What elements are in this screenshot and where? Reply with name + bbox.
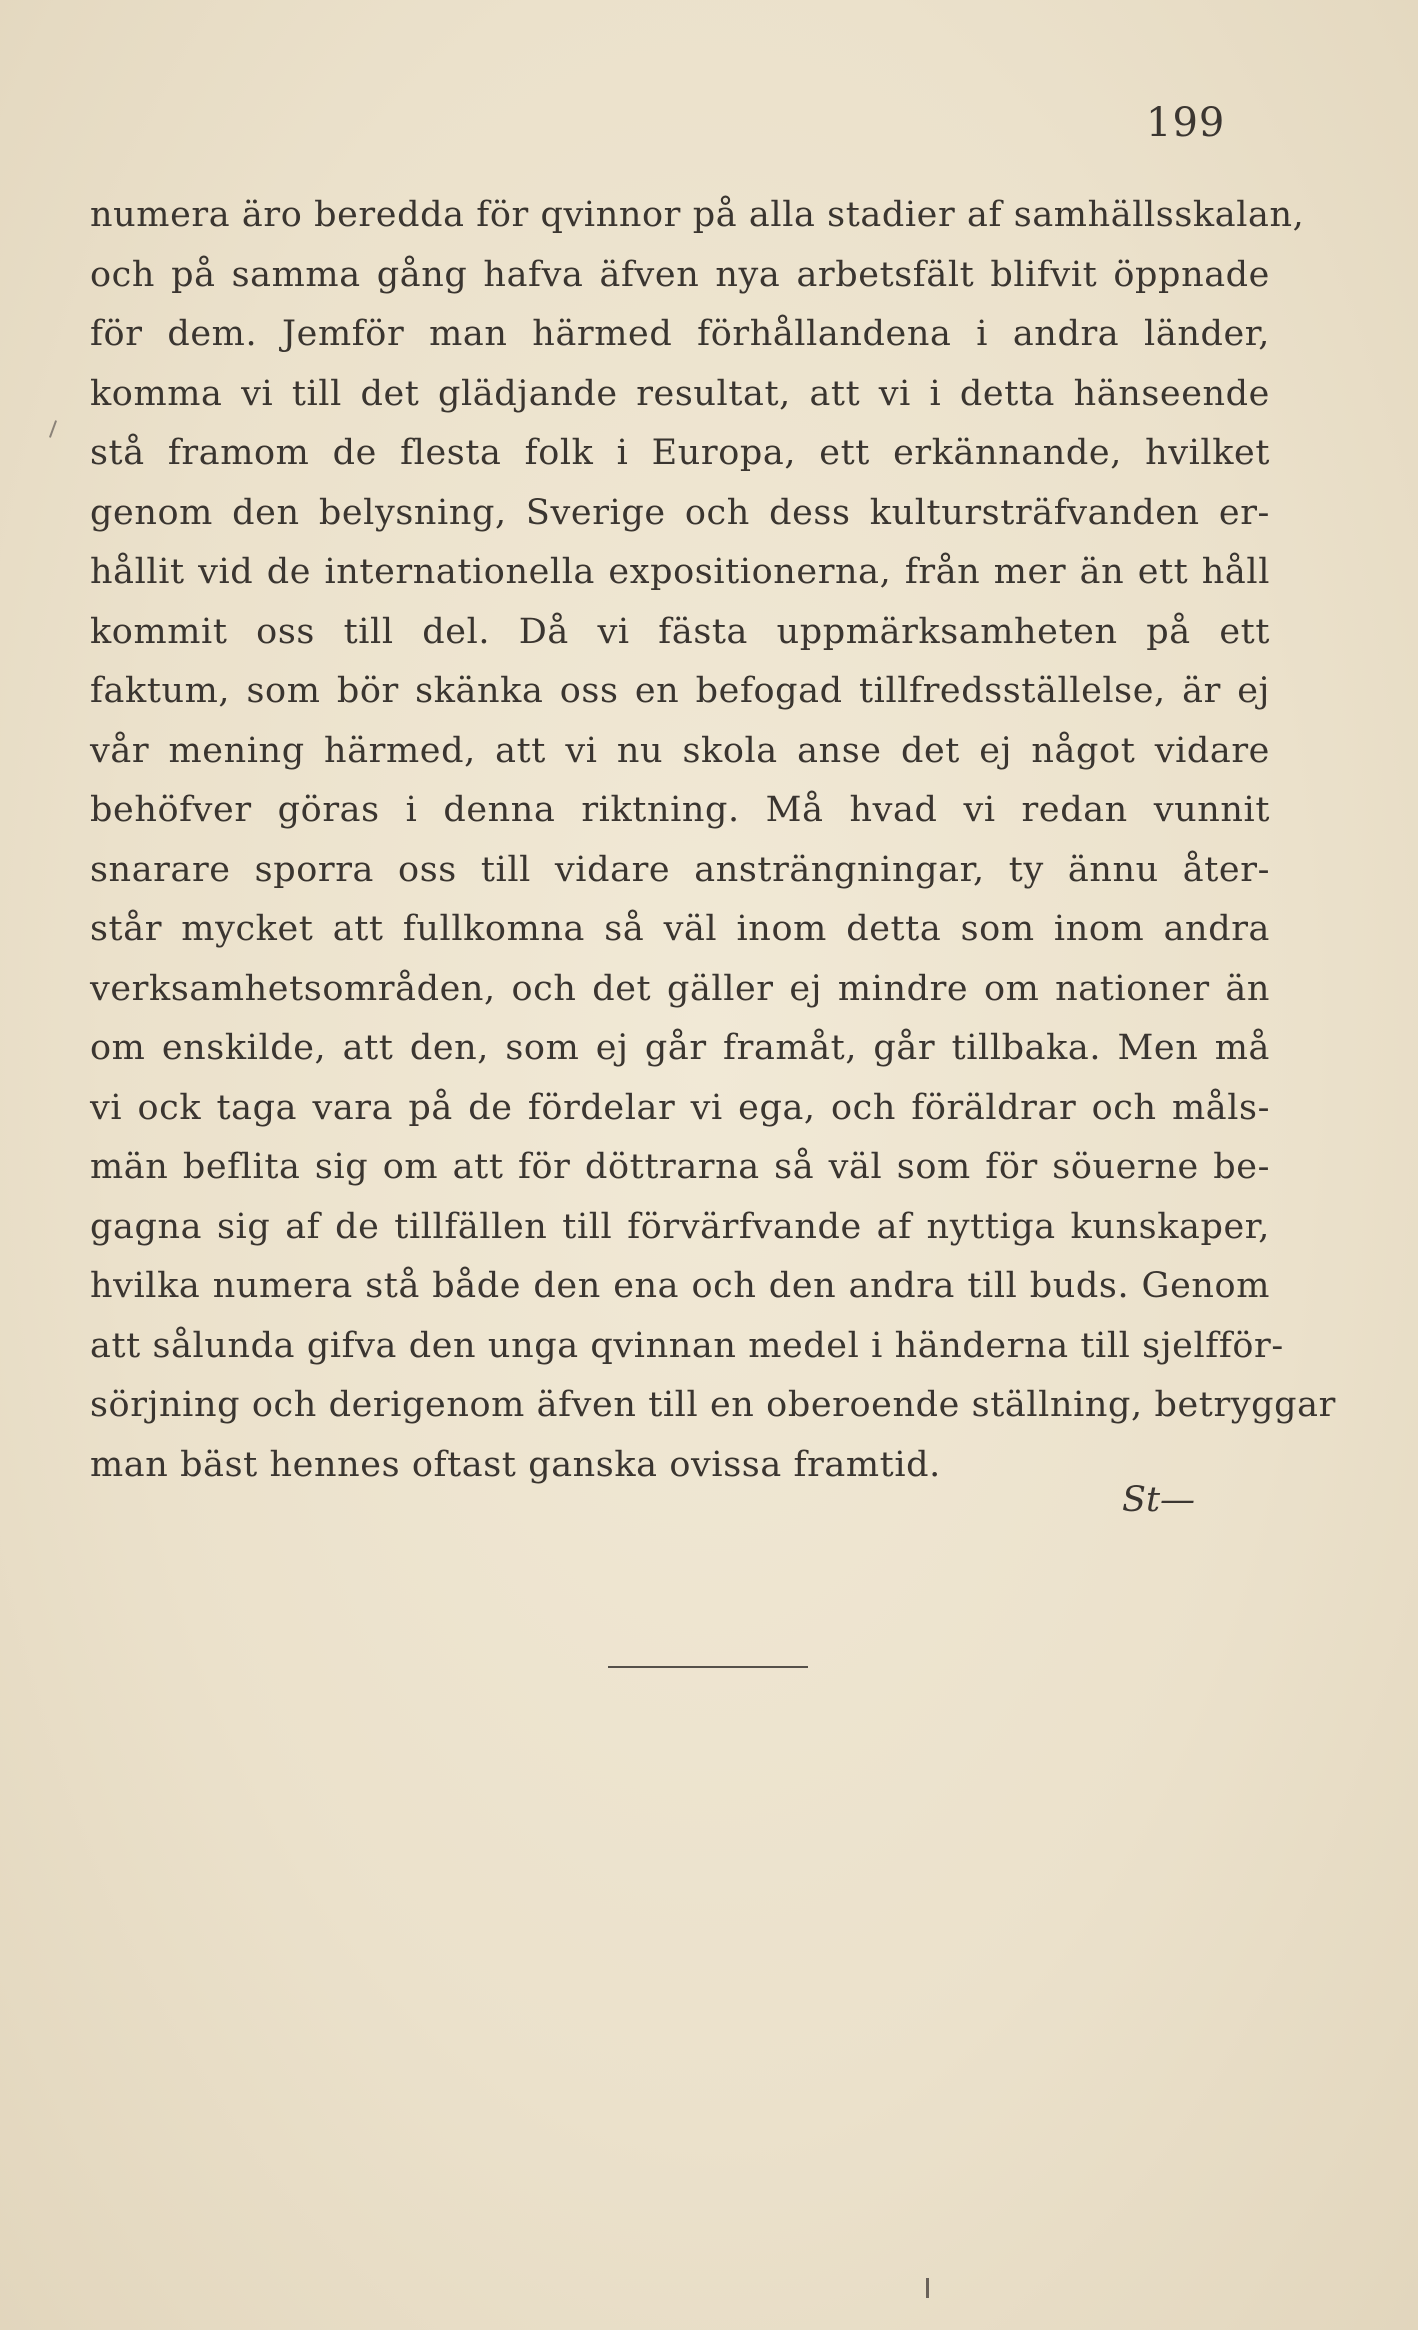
text-line: hållit vid de internationella expositionerna, från mer än ett håll (90, 552, 1270, 592)
text-line: genom den belysning, Sverige och dess kultursträfvanden er- (90, 492, 1270, 533)
text-line: att sålunda gifva den unga qvinnan medel i händerna till sjelfför- (90, 1325, 1284, 1366)
page-number: 199 (1146, 100, 1226, 146)
text-line: komma vi till det glädjande resultat, att vi i detta hänseende (90, 373, 1270, 414)
text-line: faktum, som bör skänka oss en befogad tillfredsställelse, är ej (90, 671, 1270, 711)
text-line: om enskilde, att den, som ej går framåt, går tillbaka. Men må (90, 1028, 1270, 1068)
author-signature: St— (1122, 1480, 1196, 1520)
text-line: för dem. Jemför man härmed förhållandena i andra länder, (90, 314, 1270, 354)
text-line: står mycket att fullkomna så väl inom detta som inom andra (90, 909, 1270, 949)
text-line-last: man bäst hennes oftast ganska ovissa framtid. (90, 1444, 941, 1485)
section-divider (608, 1666, 808, 1668)
text-line: behöfver göras i denna riktning. Må hvad vi redan vunnit (90, 790, 1270, 830)
text-line: män beflita sig om att för döttrarna så väl som för söuerne be- (90, 1147, 1270, 1187)
margin-mark (49, 420, 57, 438)
text-line: verksamhetsområden, och det gäller ej mindre om nationer än (90, 968, 1270, 1009)
text-line: stå framom de flesta folk i Europa, ett erkännande, hvilket (90, 433, 1270, 473)
text-line: hvilka numera stå både den ena och den andra till buds. Genom (90, 1266, 1270, 1306)
text-line: och på samma gång hafva äfven nya arbetsfält blifvit öppnade (90, 254, 1270, 295)
text-line: gagna sig af de tillfällen till förvärfvande af nyttiga kunskaper, (90, 1206, 1270, 1247)
text-line: vi ock taga vara på de fördelar vi ega, och föräldrar och måls- (90, 1087, 1270, 1128)
text-line: numera äro beredda för qvinnor på alla stadier af samhällsskalan, (90, 195, 1305, 235)
text-line: sörjning och derigenom äfven till en oberoende ställning, betryggar (90, 1385, 1336, 1425)
text-line: vår mening härmed, att vi nu skola anse det ej något vidare (90, 730, 1270, 771)
body-text (90, 186, 1336, 1495)
text-line: snarare sporra oss till vidare ansträngningar, ty ännu åter- (90, 849, 1270, 890)
paper-speck (926, 2278, 929, 2298)
text-line: kommit oss till del. Då vi fästa uppmärksamheten på ett (90, 611, 1270, 652)
